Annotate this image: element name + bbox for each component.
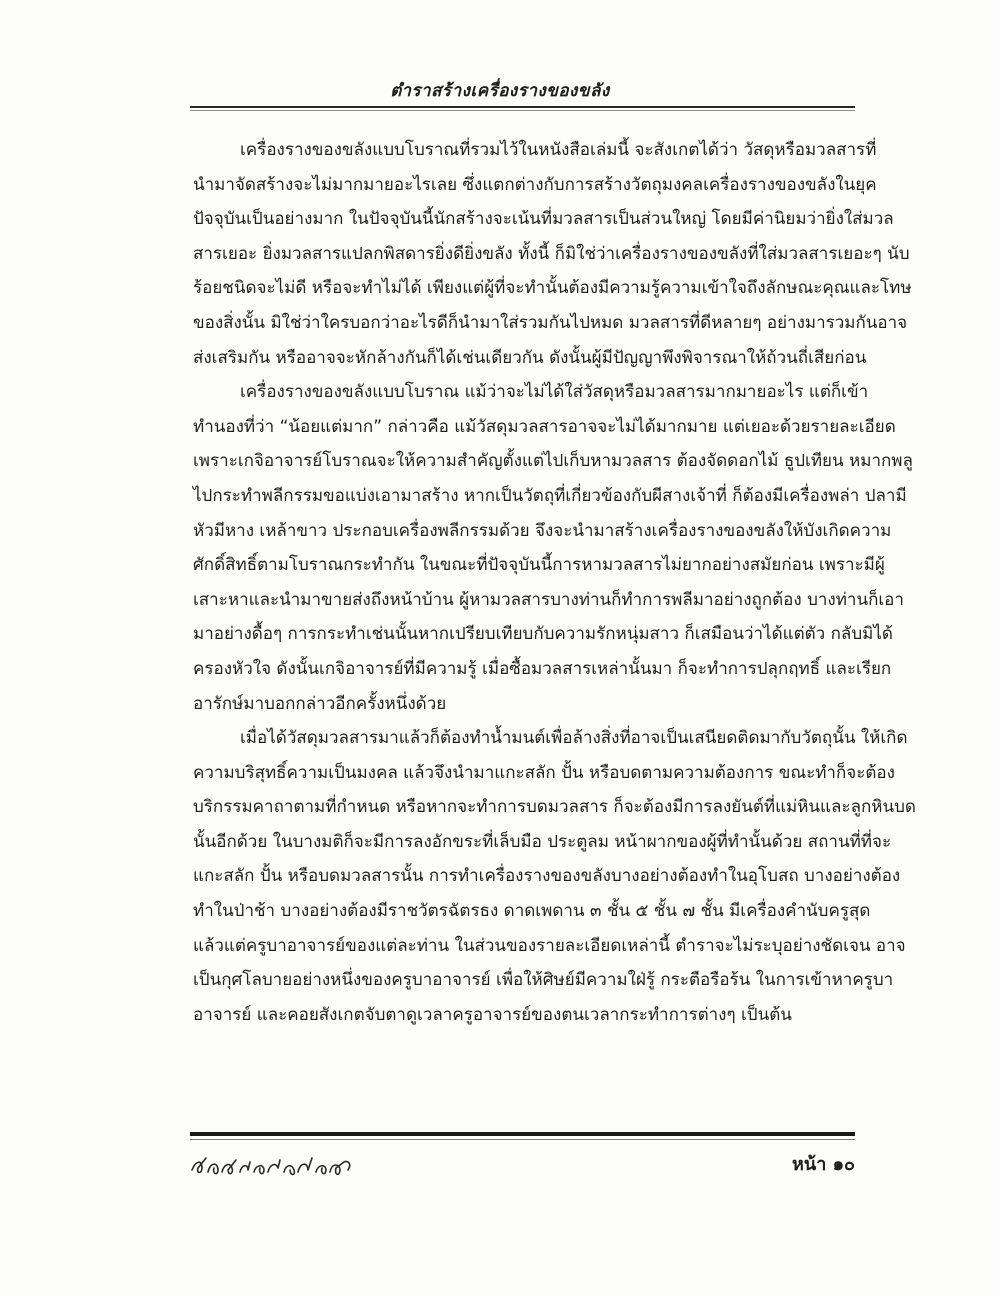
header-rule: [190, 106, 855, 108]
paragraph-3-line: อาจารย์ และคอยสังเกตจับตาดูเวลาครูอาจารย์ของตนเวลากระทำการต่างๆ เป็นต้น: [193, 1004, 792, 1025]
paragraph-1-line: สารเยอะ ยิ่งมวลสารแปลกพิสดารยิ่งดียิ่งขลัง ทั้งนี้ ก็มิใช่ว่าเครื่องรางของขลังที่ใส่มวลสารเยอะๆ นับ: [193, 243, 910, 264]
paragraph-3-line: ทำในป่าช้า บางอย่างต้องมีราชวัตรฉัตรธง ดาดเพดาน ๓ ชั้น ๕ ชั้น ๗ ชั้น มีเครื่องคำนับครูสุด: [193, 901, 871, 922]
footer-rule-thin: [190, 1139, 855, 1140]
paragraph-3-line: นั้นอีกด้วย ในบางมติก็จะมีการลงอักขระที่เล็บมือ ประตูลม หน้าผากของผู้ที่ทำนั้นด้วย สถานที่ที่จะ: [193, 831, 892, 852]
paragraph-1-line: เครื่องรางของขลังแบบโบราณที่รวมไว้ในหนังสือเล่มนี้ จะสังเกตได้ว่า วัสดุหรือมวลสารที่: [240, 140, 877, 160]
header-rule-thin: [190, 110, 855, 111]
paragraph-3-line: เมื่อได้วัสดุมวลสารมาแล้วก็ต้องทำน้ำมนต์เพื่อล้างสิ่งที่อาจเป็นเสนียดติดมากับวัตถุนั้น ให้เกิด: [240, 728, 908, 749]
paragraph-1-line: นำมาจัดสร้างจะไม่มากมายอะไรเลย ซึ่งแตกต่างกับการสร้างวัตถุมงคลเครื่องรางของขลังในยุค: [193, 174, 877, 195]
paragraph-2-line: อารักษ์มาบอกกล่าวอีกครั้งหนึ่งด้วย: [193, 693, 447, 714]
paragraph-3-line: เป็นกุศโลบายอย่างหนึ่งของครูบาอาจารย์ เพื่อให้ศิษย์มีความใฝ่รู้ กระตือรือร้น ในการเข้าหาครูบา: [193, 970, 894, 991]
paragraph-2-line: ครองหัวใจ ดังนั้นเกจิอาจารย์ที่มีความรู้ เมื่อซื้อมวลสารเหล่านั้นมา ก็จะทำการปลุกฤทธิ์ และเรียก: [193, 658, 892, 679]
paragraph-3-line: แล้วแต่ครูบาอาจารย์ของแต่ละท่าน ในส่วนของรายละเอียดเหล่านี้ ตำราจะไม่ระบุอย่างชัดเจน อาจ: [193, 935, 906, 956]
paragraph-2-line: มาอย่างดื้อๆ การกระทำเช่นนั้นหากเปรียบเทียบกับความรักหนุ่มสาว ก็เสมือนว่าได้แต่ตัว กลับมิได้: [193, 624, 893, 645]
paragraph-2-line: เสาะหาและนำมาขายส่งถึงหน้าบ้าน ผู้หามวลสารบางท่านก็ทำการพลีมาอย่างถูกต้อง บางท่านก็เอา: [193, 589, 904, 610]
paragraph-2-line: ไปกระทำพลีกรรมขอแบ่งเอามาสร้าง หากเป็นวัตถุที่เกี่ยวข้องกับผีสางเจ้าที่ ก็ต้องมีเครื่องพล่า ปลามี: [193, 485, 907, 506]
footer-rule: [190, 1132, 855, 1136]
paragraph-1-line: ของสิ่งนั้น มิใช่ว่าใครบอกว่าอะไรดีก็นำมาใส่รวมกันไปหมด มวลสารที่ดีหลายๆ อย่างมารวมกันอาจ: [193, 312, 908, 333]
paragraph-3-line: บริกรรมคาถาตามที่กำหนด หรือหากจะทำการบดมวลสาร ก็จะต้องมีการลงยันต์ที่แม่หินและลูกหินบด: [193, 797, 916, 818]
paragraph-1-line: ส่งเสริมกัน หรืออาจจะหักล้างกันก็ได้เช่นเดียวกัน ดังนั้นผู้มีปัญญาพึงพิจารณาให้ถ้วนถี่เสียก่อน: [193, 347, 867, 368]
paragraph-1-line: ปัจจุบันเป็นอย่างมาก ในปัจจุบันนี้นักสร้างจะเน้นที่มวลสารเป็นส่วนใหญ่ โดยมีค่านิยมว่ายิ่งใส่มวล: [193, 209, 894, 230]
paragraph-1-line: ร้อยชนิดจะไม่ดี หรือจะทำไม่ได้ เพียงแต่ผู้ที่จะทำนั้นต้องมีความรู้ความเข้าใจถึงลักษณะคุณและโทษ: [193, 278, 912, 299]
paragraph-2-line: ศักดิ์สิทธิ์ตามโบราณกระทำกัน ในขณะที่ปัจจุบันนี้การหามวลสารไม่ยากอย่างสมัยก่อน เพราะมีผู้: [193, 555, 885, 576]
paragraph-3-line: ความบริสุทธิ์ความเป็นมงคล แล้วจึงนำมาแกะสลัก ปั้น หรือบดตามความต้องการ ขณะทำก็จะต้อง: [193, 762, 895, 783]
body-text: [193, 133, 916, 1032]
paragraph-3-line: แกะสลัก ปั้น หรือบดมวลสารนั้น การทำเครื่องรางของขลังบางอย่างต้องทำในอุโบสถ บางอย่างต้อง: [193, 866, 901, 887]
paragraph-2-line: ทำนองที่ว่า “น้อยแต่มาก” กล่าวคือ แม้วัสดุมวลสารอาจจะไม่ได้มากมาย แต่เยอะด้วยรายละเอียด: [193, 416, 896, 437]
paragraph-2-line: เพราะเกจิอาจารย์โบราณจะให้ความสำคัญตั้งแต่ไปเก็บหามวลสาร ต้องจัดดอกไม้ ธูปเทียน หมากพลู: [193, 451, 913, 472]
paragraph-2-line: หัวมีหาง เหล้าขาว ประกอบเครื่องพลีกรรมด้วย จึงจะนำมาสร้างเครื่องรางของขลังให้บังเกิดความ: [193, 520, 892, 541]
page-number: หน้า ๑๐: [792, 1154, 855, 1175]
running-header-title: ตำราสร้างเครื่องรางของขลัง: [390, 81, 610, 101]
paragraph-2-line: เครื่องรางของขลังแบบโบราณ แม้ว่าจะไม่ได้ใส่วัสดุหรือมวลสารมากมายอะไร แต่ก็เข้า: [240, 382, 869, 403]
handwritten-signature-icon: [188, 1150, 363, 1182]
